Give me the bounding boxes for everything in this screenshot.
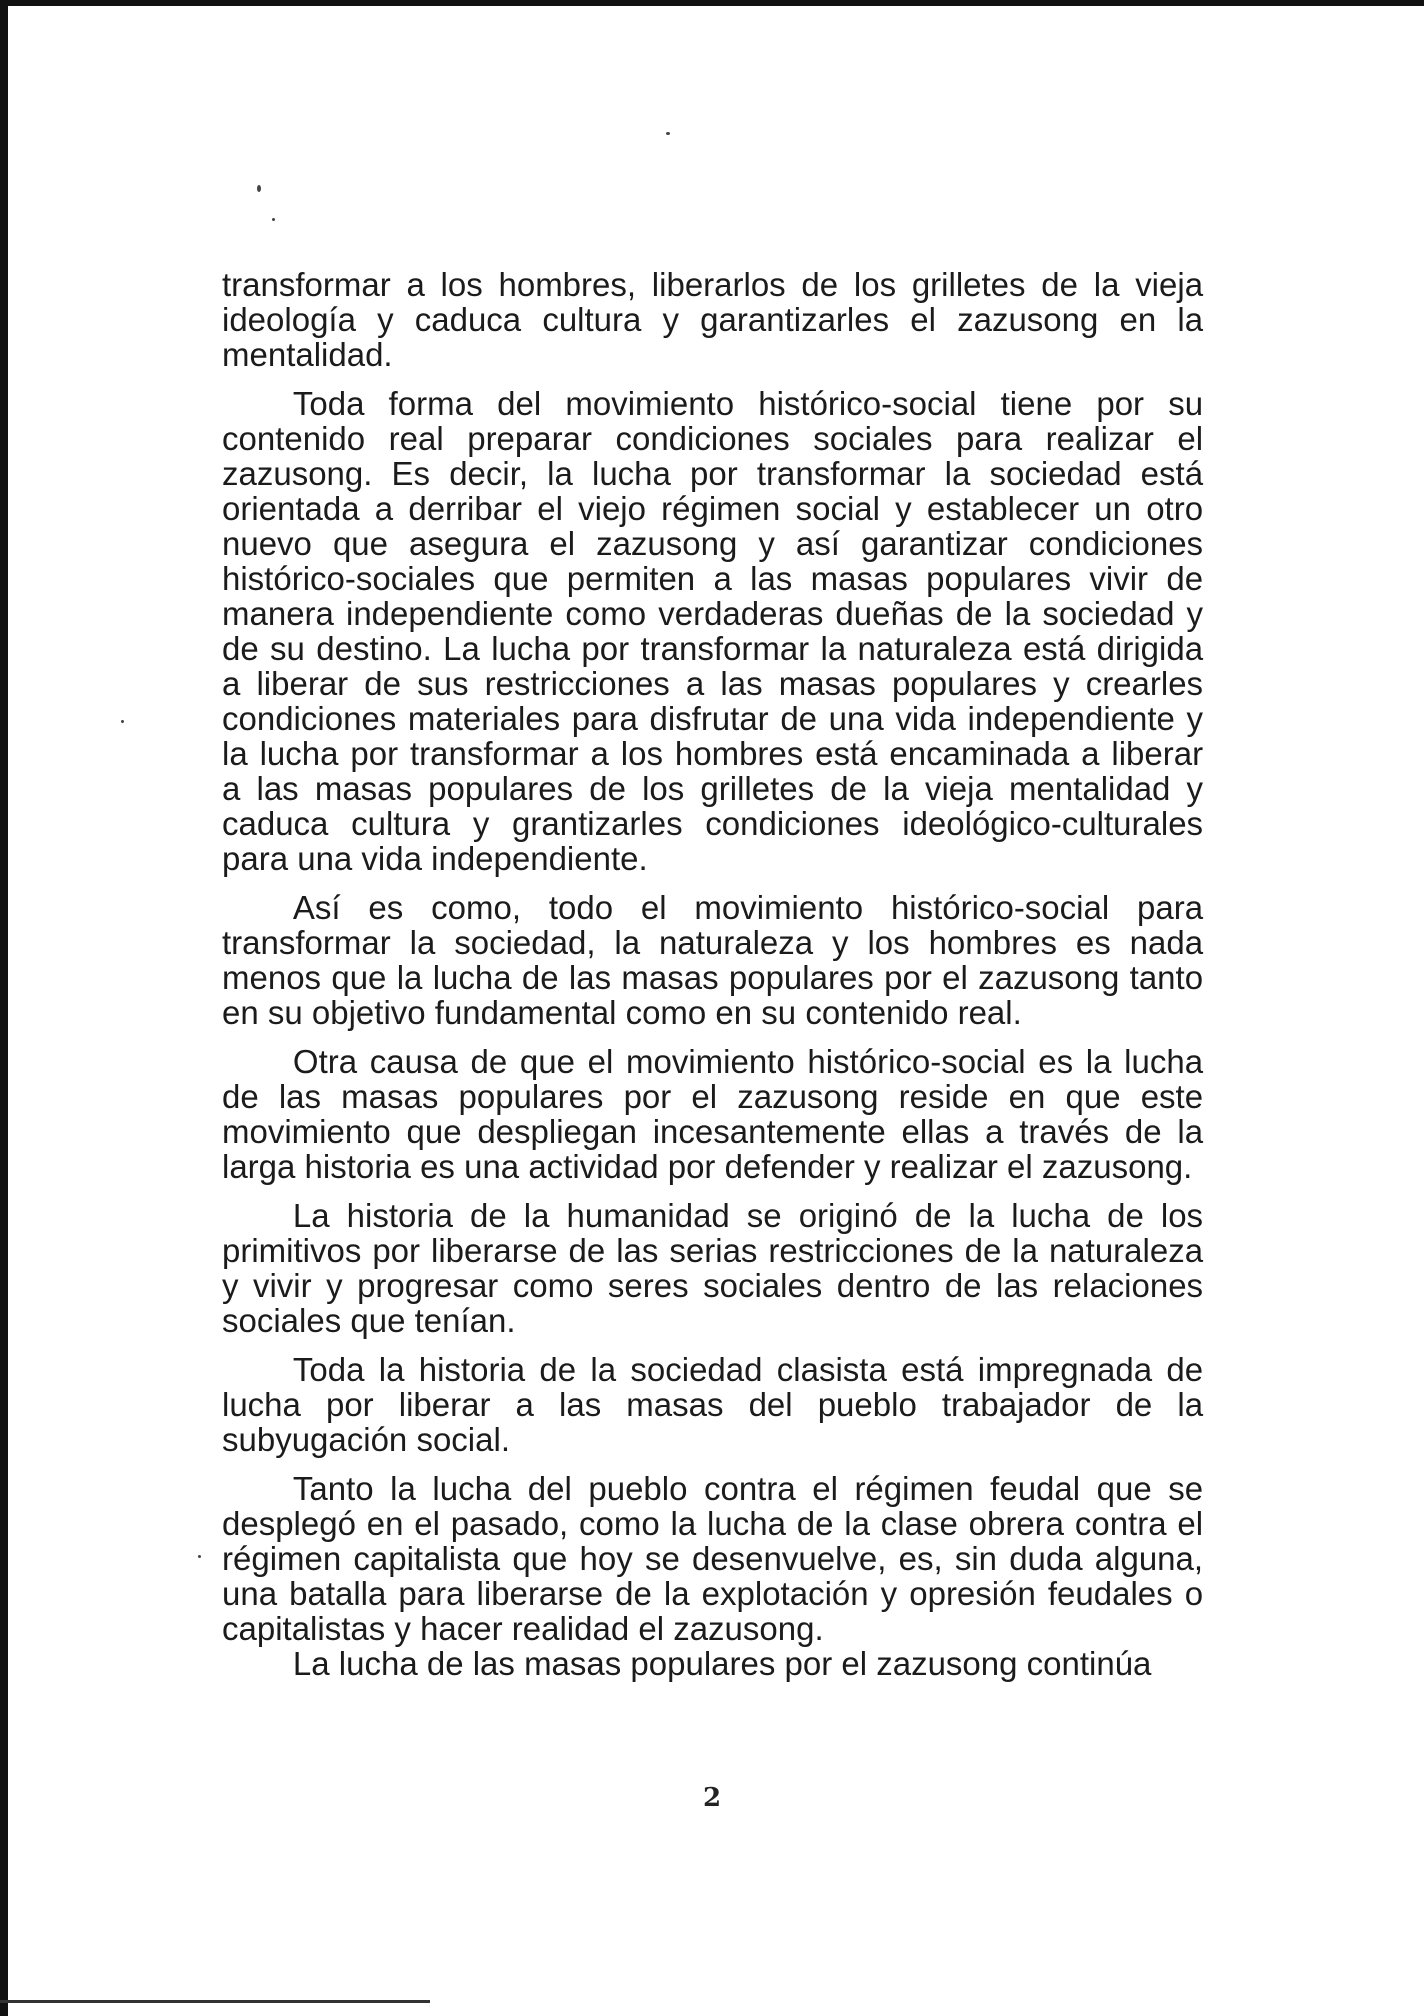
paragraph: Toda la historia de la sociedad clasista está impregnada de lucha por liberar a las masas del pueblo trabajador de la subyugación social. <box>222 1352 1204 1459</box>
scan-speck <box>272 218 275 221</box>
page-border-left <box>0 0 8 2016</box>
paragraph: Otra causa de que el movimiento histórico-social es la lucha de las masas populares por el zazusong reside en que este movimiento que despliegan incesantemente ellas a través de la larga historia es una actividad por defender y realizar el zazusong. <box>222 1044 1204 1186</box>
paragraph: La lucha de las masas populares por el zazusong continúa <box>292 1646 1152 1683</box>
scan-speck <box>121 720 124 723</box>
paragraph: transformar a los hombres, liberarlos de los grilletes de la vieja ideología y caduca cultura y garantizarles el zazusong en la mentalidad. <box>222 267 1204 374</box>
paragraph: Así es como, todo el movimiento histórico-social para transformar la sociedad, la naturaleza y los hombres es nada menos que la lucha de las masas populares por el zazusong tanto en su objetivo fundamental como en su contenido real. <box>222 890 1204 1032</box>
document-body <box>222 268 1203 1696</box>
paragraph: Toda forma del movimiento histórico-social tiene por su contenido real preparar condiciones sociales para realizar el zazusong. Es decir, la lucha por transformar la sociedad está orientada a derribar el viejo régimen social y establecer un otro nuevo que asegura el zazusong y así garantizar condiciones histórico-sociales que permiten a las masas populares vivir de manera independiente como verdaderas dueñas de la sociedad y de su destino. La lucha por transformar la naturaleza está dirigida a liberar de sus restricciones a las masas populares y crearles condiciones materiales para disfrutar de una vida independiente y la lucha por transformar a los hombres está encaminada a liberar a las masas populares de los grilletes de la vieja mentalidad y caduca cultura y grantizarles condiciones ideológico-culturales para una vida independiente. <box>222 386 1204 878</box>
page-border-top <box>0 0 1424 6</box>
page-number: 2 <box>702 1783 722 1813</box>
scan-speck <box>198 1555 201 1558</box>
paragraph: Tanto la lucha del pueblo contra el régimen feudal que se desplegó en el pasado, como la lucha de la clase obrera contra el régimen capitalista que hoy se desenvuelve, es, sin duda alguna, una batalla para liberarse de la explotación y opresión feudales o capitalistas y hacer realidad el zazusong. <box>222 1471 1204 1648</box>
page-border-bottom <box>0 2000 430 2003</box>
scan-speck <box>257 185 261 192</box>
scan-speck <box>666 132 670 135</box>
paragraph: La historia de la humanidad se originó de la lucha de los primitivos por liberarse de las serias restricciones de la naturaleza y vivir y progresar como seres sociales dentro de las relaciones sociales que tenían. <box>222 1198 1204 1340</box>
